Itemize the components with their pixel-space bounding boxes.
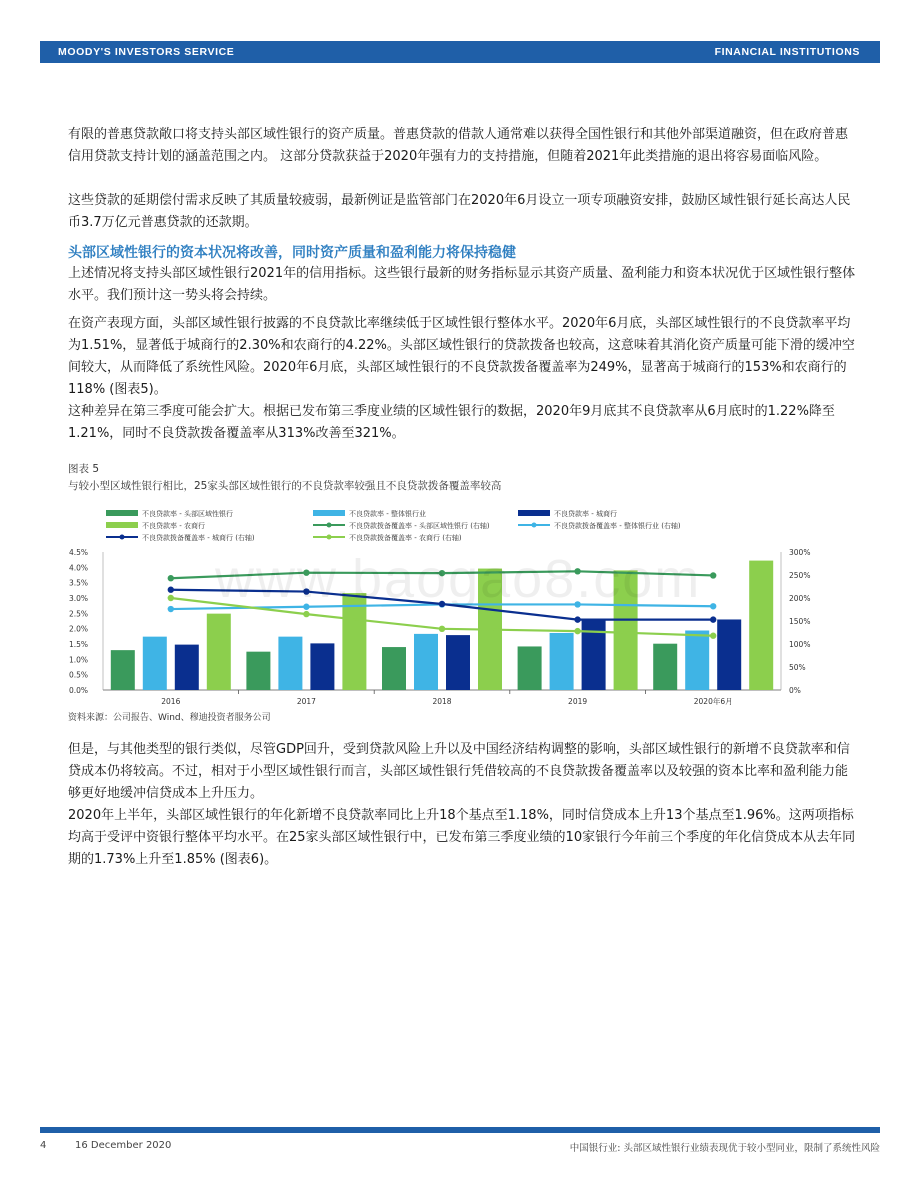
bar <box>749 561 773 690</box>
legend-label: 不良贷款率 - 城商行 <box>554 510 617 518</box>
y-left-tick-label: 2.5% <box>69 609 89 619</box>
bar <box>446 635 470 690</box>
y-left-tick-label: 2.0% <box>69 624 89 634</box>
bar <box>582 619 606 690</box>
y-left-tick-label: 1.5% <box>69 640 89 649</box>
y-left-tick-label: 0.0% <box>69 686 89 695</box>
legend-label: 不良贷款拨备覆盖率 - 头部区域性银行 (右轴) <box>349 522 490 530</box>
bar <box>143 637 167 690</box>
bar <box>207 614 231 690</box>
line-marker <box>710 616 716 622</box>
header-bar <box>40 41 880 63</box>
bar <box>111 650 135 690</box>
legend-label: 不良贷款拨备覆盖率 - 城商行 (右轴) <box>142 534 255 542</box>
paragraph-2: 这些贷款的延期偿付需求反映了其质量较疲弱，最新例证是监管部门在2020年6月设立一项专项融资安排，鼓励区域性银行延长高达人民币3.7万亿元普惠贷款的还款期。 <box>68 193 851 230</box>
y-left-tick-label: 1.0% <box>69 655 89 665</box>
bar <box>278 637 302 690</box>
bar <box>653 644 677 690</box>
y-left-tick-label: 0.5% <box>69 670 89 680</box>
y-right-tick-label: 100% <box>789 640 811 649</box>
line-marker <box>168 587 174 593</box>
section-heading: 头部区域性银行的资本状况将改善，同时资产质量和盈利能力将保持稳健 <box>68 245 516 261</box>
x-tick-label: 2017 <box>296 697 316 706</box>
legend-marker <box>120 535 125 540</box>
report-title: 中国银行业: 头部区域性银行业绩表现优于较小型同业，限制了系统性风险 <box>569 1143 880 1154</box>
paragraph-1: 有限的普惠贷款敞口将支持头部区域性银行的资产质量。普惠贷款的借款人通常难以获得全国性银行和其他外部渠道融资，但在政府普惠信用贷款支持计划的涵盖范围之内。 这部分贷款获益于2020年强有力的支持措施，但随着2021年此类措施的退出将容易面临风险。 <box>68 127 849 164</box>
bar <box>717 619 741 690</box>
y-left-tick-label: 3.0% <box>69 594 89 603</box>
line-marker <box>710 633 716 639</box>
x-tick-label: 2019 <box>568 697 588 706</box>
x-tick-label: 2016 <box>161 697 181 706</box>
bar <box>518 646 542 690</box>
paragraph-5: 这种差异在第三季度可能会扩大。根据已发布第三季度业绩的区域性银行的数据，2020年9月底其不良贷款率从6月底时的1.22%降至1.21%，同时不良贷款拨备覆盖率从313%改善至321%。 <box>68 404 835 441</box>
legend-marker <box>327 535 332 540</box>
publication-date: 16 December 2020 <box>75 1140 172 1151</box>
legend-label: 不良贷款率 - 整体银行业 <box>349 510 426 518</box>
line-marker <box>710 603 716 609</box>
line-marker <box>168 575 174 581</box>
legend-swatch <box>518 510 550 516</box>
bar <box>382 647 406 690</box>
bar <box>685 631 709 690</box>
bar <box>310 643 334 690</box>
line-marker <box>574 616 580 622</box>
legend-label: 不良贷款拨备覆盖率 - 农商行 (右轴) <box>349 534 462 542</box>
y-left-tick-label: 4.0% <box>69 563 89 573</box>
legend-label: 不良贷款拨备覆盖率 - 整体银行业 (右轴) <box>554 522 681 530</box>
paragraph-7: 2020年上半年，头部区域性银行的年化新增不良贷款率同比上升18个基点至1.18%，同时信贷成本上升13个基点至1.96%。这两项指标均高于受评中资银行整体平均水平。在25家头部区域性银行中，已发布第三季度业绩的10家银行今年前三个季度的年化信贷成本从去年同期的1.73%上升至1.85% (图表6)。 <box>68 808 856 867</box>
legend-swatch <box>313 510 345 516</box>
legend-label: 不良贷款率 - 头部区域性银行 <box>142 510 233 518</box>
bar <box>414 634 438 690</box>
bar <box>246 652 270 690</box>
line-marker <box>303 611 309 617</box>
line-marker <box>574 628 580 634</box>
y-right-tick-label: 300% <box>789 548 811 557</box>
x-tick-label: 2018 <box>432 697 452 706</box>
legend-marker <box>327 523 332 528</box>
legend-swatch <box>106 510 138 516</box>
line-marker <box>168 606 174 612</box>
y-left-tick-label: 3.5% <box>69 578 89 588</box>
publisher-name: MOODY'S INVESTORS SERVICE <box>58 46 235 58</box>
figure-label: 图表 5 <box>68 463 100 475</box>
legend-label: 不良贷款率 - 农商行 <box>142 522 205 530</box>
page-number: 4 <box>40 1140 47 1151</box>
x-tick-label: 2020年6月 <box>693 697 733 706</box>
y-right-tick-label: 200% <box>789 594 811 603</box>
y-right-tick-label: 150% <box>789 617 811 626</box>
report-category: FINANCIAL INSTITUTIONS <box>714 46 860 58</box>
line-marker <box>439 626 445 632</box>
paragraph-4: 在资产表现方面，头部区域性银行披露的不良贷款比率继续低于区域性银行整体水平。2020年6月底，头部区域性银行的不良贷款率平均为1.51%，显著低于城商行的2.30%和农商行的4.22%。头部区域性银行的贷款拨备也较高，这意味着其消化资产质量可能下滑的缓冲空间较大，从而降低了系统性风险。2020年6月底，头部区域性银行的不良贷款拨备覆盖率为249%，显著高于城商行的153%和农商行的118% (图表5)。 <box>68 316 855 397</box>
y-right-tick-label: 0% <box>789 686 801 695</box>
footer-bar <box>40 1127 880 1133</box>
paragraph-3: 上述情况将支持头部区域性银行2021年的信用指标。这些银行最新的财务指标显示其资产质量、盈利能力和资本状况优于区域性银行整体水平。我们预计这一势头将会持续。 <box>68 266 856 303</box>
bar <box>550 633 574 690</box>
watermark: www.baogao8.com <box>215 549 702 609</box>
legend-swatch <box>106 522 138 528</box>
line-marker <box>168 595 174 601</box>
y-left-tick-label: 4.5% <box>69 548 89 557</box>
paragraph-6: 但是，与其他类型的银行类似，尽管GDP回升，受到贷款风险上升以及中国经济结构调整的影响，头部区域性银行的新增不良贷款率和信贷成本仍将较高。不过，相对于小型区域性银行而言，头部区域性银行凭借较高的不良贷款拨备覆盖率以及较强的资本比率和盈利能力能够更好地缓冲信贷成本上升压力。 <box>68 742 850 801</box>
line-marker <box>710 572 716 578</box>
bar <box>175 645 199 690</box>
y-right-tick-label: 250% <box>789 571 811 580</box>
legend-marker <box>532 523 537 528</box>
figure-source: 资料来源：公司报告、Wind、穆迪投资者服务公司 <box>68 713 271 723</box>
figure-title: 与较小型区域性银行相比，25家头部区域性银行的不良贷款率较强且不良贷款拨备覆盖率较高 <box>68 480 502 492</box>
y-right-tick-label: 50% <box>789 663 806 672</box>
